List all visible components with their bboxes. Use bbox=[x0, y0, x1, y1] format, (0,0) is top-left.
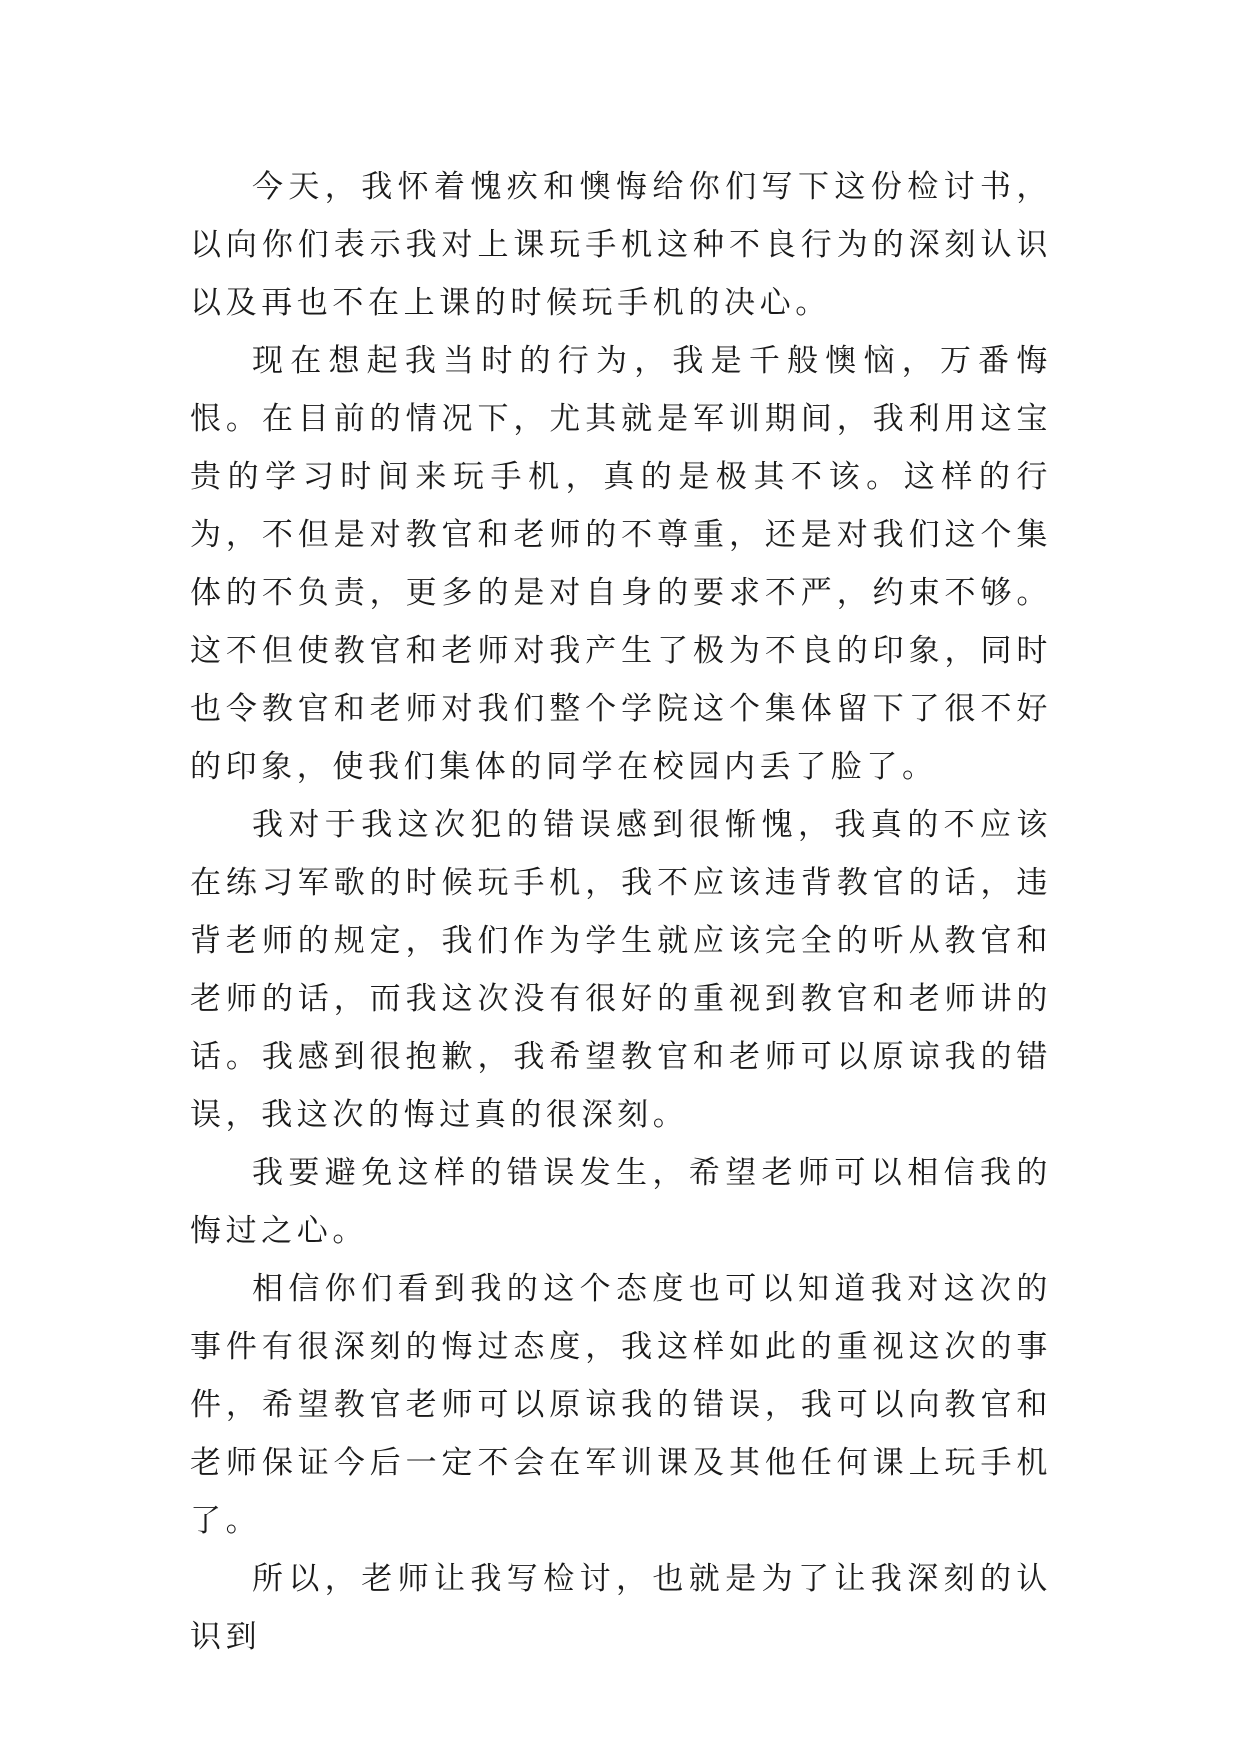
paragraph-5: 相信你们看到我的这个态度也可以知道我对这次的事件有很深刻的悔过态度，我这样如此的重视这次的事件，希望教官老师可以原谅我的错误，我可以向教官和老师保证今后一定不会在军训课及其他任何课上玩手机了。 bbox=[190, 1271, 1052, 1539]
document-body bbox=[190, 158, 1052, 1666]
paragraph-1: 今天，我怀着愧疚和懊悔给你们写下这份检讨书，以向你们表示我对上课玩手机这种不良行为的深刻认识以及再也不在上课的时候玩手机的决心。 bbox=[190, 169, 1052, 321]
paragraph-4: 我要避免这样的错误发生，希望老师可以相信我的悔过之心。 bbox=[190, 1155, 1052, 1249]
paragraph-6: 所以，老师让我写检讨，也就是为了让我深刻的认识到 bbox=[190, 1561, 1052, 1655]
paragraph-2: 现在想起我当时的行为，我是千般懊恼，万番悔恨。在目前的情况下，尤其就是军训期间，我利用这宝贵的学习时间来玩手机，真的是极其不该。这样的行为，不但是对教官和老师的不尊重，还是对我们这个集体的不负责，更多的是对自身的要求不严，约束不够。这不但使教官和老师对我产生了极为不良的印象，同时也令教官和老师对我们整个学院这个集体留下了很不好的印象，使我们集体的同学在校园内丢了脸了。 bbox=[190, 343, 1052, 785]
paragraph-3: 我对于我这次犯的错误感到很惭愧，我真的不应该在练习军歌的时候玩手机，我不应该违背教官的话，违背老师的规定，我们作为学生就应该完全的听从教官和老师的话，而我这次没有很好的重视到教官和老师讲的话。我感到很抱歉，我希望教官和老师可以原谅我的错误，我这次的悔过真的很深刻。 bbox=[190, 807, 1052, 1133]
